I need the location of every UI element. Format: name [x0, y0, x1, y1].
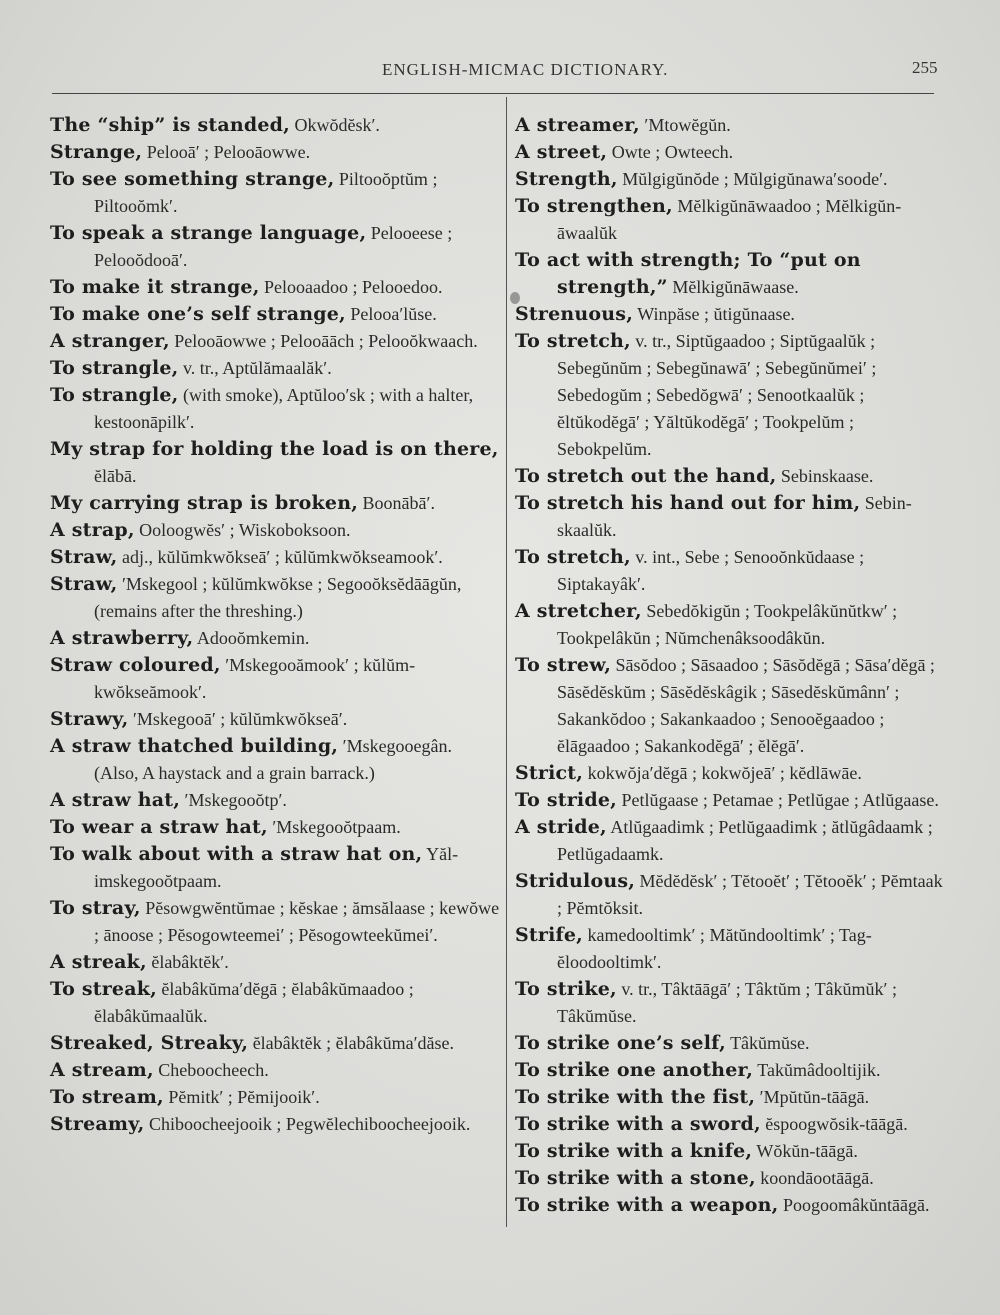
entry-definition: ′Mtowĕgŭn. — [639, 115, 731, 135]
entry-definition: Sebinskaalŭk. — [557, 493, 912, 540]
entry-definition: ′Mskegooā′ ; kŭlŭmkwŏkseā′. — [128, 709, 348, 729]
dictionary-entry — [515, 922, 945, 976]
entry-definition: ′Mskegooŏtp′. — [180, 790, 287, 810]
entry-headword: To see something strange, — [50, 168, 335, 190]
entry-headword: To wear a straw hat, — [50, 816, 268, 838]
dictionary-entry — [50, 328, 500, 355]
dictionary-entry — [50, 544, 500, 571]
entry-headword: To strike with the fist, — [515, 1086, 756, 1108]
entry-headword: A strap, — [50, 519, 135, 541]
dictionary-entry — [50, 112, 500, 139]
entry-definition: Pelooeese ; Pelooŏdooā′. — [94, 223, 453, 270]
dictionary-entry — [50, 1084, 500, 1111]
entry-definition: Piltooŏptŭm ; Piltooŏmk′. — [94, 169, 438, 216]
entry-definition: Chiboocheejooik ; Pegwĕlechiboocheejooik. — [144, 1114, 471, 1134]
entry-definition: Pelooa′lŭse. — [345, 304, 437, 324]
dictionary-entry — [50, 517, 500, 544]
entry-headword: To strike one’s self, — [515, 1032, 726, 1054]
dictionary-entry — [515, 1084, 945, 1111]
entry-headword: To strengthen, — [515, 195, 673, 217]
entry-headword: A stride, — [515, 816, 607, 838]
entry-definition: Yălimskegooŏtpaam. — [94, 844, 459, 891]
entry-headword: Straw coloured, — [50, 654, 221, 676]
entry-headword: Straw, — [50, 573, 118, 595]
entry-headword: To strike with a weapon, — [515, 1194, 779, 1216]
entry-definition: Winpăse ; ŭtigŭnaase. — [633, 304, 795, 324]
dictionary-entry — [50, 436, 500, 490]
entry-definition: v. tr., Siptŭgaadoo ; Siptŭgaalŭk ; Sebegŭnŭm ; Sebegŭnawā′ ; Sebegŭnŭmei′ ; Sebedogŭm ; Sebedŏgwā′ ; Senootkaalŭk ; ĕltŭkodĕgā′ ; Yăltŭkodĕgā′ ; Tookpelŭm ; Sebokpelŭm. — [557, 331, 877, 459]
entry-headword: Streamy, — [50, 1113, 145, 1135]
entry-definition: ĕlabâkŭma′dĕgā ; ĕlabâkŭmaadoo ; ĕlabâkŭmaalŭk. — [94, 979, 414, 1026]
entry-definition: Sebedŏkigŭn ; Tookpelâkŭnŭtkw′ ; Tookpelâkŭn ; Nŭmchenâksoodâkŭn. — [557, 601, 898, 648]
entry-headword: Strife, — [515, 924, 584, 946]
entry-definition: Mŭlgigŭnŏde ; Mŭlgigŭnawa′soode′. — [617, 169, 888, 189]
entry-headword: To strangle, — [50, 357, 179, 379]
entry-definition: Petlŭgaase ; Petamae ; Petlŭgae ; Atlŭgaase. — [616, 790, 939, 810]
left-column — [50, 112, 500, 1138]
entry-definition: Pelooā′ ; Pelooāowwe. — [142, 142, 311, 162]
entry-headword: A street, — [515, 141, 608, 163]
entry-headword: A strawberry, — [50, 627, 194, 649]
entry-headword: To stretch, — [515, 330, 631, 352]
entry-definition: v. tr., Aptŭlămaalăk′. — [178, 358, 332, 378]
dictionary-entry — [50, 490, 500, 517]
entry-headword: To stretch, — [515, 546, 631, 568]
dictionary-entry — [515, 1030, 945, 1057]
entry-definition: Okwŏdĕsk′. — [289, 115, 380, 135]
entry-definition: ĕlabâktĕk ; ĕlabâkŭma′dăse. — [248, 1033, 455, 1053]
entry-headword: A streamer, — [515, 114, 640, 136]
entry-headword: To stretch his hand out for him, — [515, 492, 861, 514]
dictionary-entry — [515, 463, 945, 490]
header-rule — [52, 93, 934, 94]
entry-definition: ′Mskegooegân. (Also, A haystack and a grain barrack.) — [94, 736, 453, 783]
entry-headword: To strike, — [515, 978, 617, 1000]
entry-headword: To stream, — [50, 1086, 164, 1108]
entry-definition: Sebinskaase. — [776, 466, 874, 486]
column-divider — [506, 97, 507, 1227]
entry-definition: Sāsŏdoo ; Sāsaadoo ; Sāsŏdĕgā ; Sāsa′dĕgā ; Sāsĕdĕskŭm ; Sāsĕdĕskâgik ; Sāsedĕskŭmânn′ ; Sakankŏdoo ; Sakankaadoo ; Senooĕgaadoo ; ĕlāgaadoo ; Sakankodĕgā′ ; ĕlĕgā′. — [557, 655, 935, 756]
entry-definition: Boonābā′. — [358, 493, 435, 513]
dictionary-entry — [515, 166, 945, 193]
entry-definition: Pelooāowwe ; Pelooāāch ; Pelooŏkwaach. — [169, 331, 478, 351]
dictionary-entry — [515, 139, 945, 166]
entry-headword: A straw hat, — [50, 789, 181, 811]
entry-definition: Cheboocheech. — [153, 1060, 269, 1080]
dictionary-entry — [515, 1057, 945, 1084]
dictionary-entry — [515, 1192, 945, 1219]
dictionary-entry — [50, 841, 500, 895]
dictionary-entry — [515, 193, 945, 247]
dictionary-entry — [515, 1165, 945, 1192]
entry-headword: To stray, — [50, 897, 141, 919]
entry-headword: To strew, — [515, 654, 612, 676]
entry-headword: To strike one another, — [515, 1059, 754, 1081]
dictionary-entry — [50, 1030, 500, 1057]
entry-definition: ĕspoogwŏsik-tāāgā. — [760, 1114, 908, 1134]
dictionary-entry — [50, 571, 500, 625]
dictionary-entry — [515, 760, 945, 787]
entry-headword: To speak a strange language, — [50, 222, 367, 244]
entry-headword: A stranger, — [50, 330, 170, 352]
entry-headword: Strenuous, — [515, 303, 634, 325]
dictionary-entry — [50, 139, 500, 166]
entry-definition: Tâkŭmŭse. — [725, 1033, 810, 1053]
dictionary-entry — [50, 1057, 500, 1084]
entry-definition: Poogoomâkŭntāāgā. — [778, 1195, 930, 1215]
dictionary-entry — [50, 733, 500, 787]
right-column — [515, 112, 945, 1219]
entry-headword: To strike with a sword, — [515, 1113, 761, 1135]
entry-definition: (with smoke), Aptŭloo′sk ; with a halter, kestoonāpilk′. — [94, 385, 474, 432]
dictionary-entry — [515, 1111, 945, 1138]
entry-definition: Owte ; Owteech. — [607, 142, 734, 162]
entry-headword: My carrying strap is broken, — [50, 492, 359, 514]
entry-headword: To strike with a stone, — [515, 1167, 756, 1189]
dictionary-entry — [50, 382, 500, 436]
dictionary-entry — [50, 301, 500, 328]
entry-definition: Pelooaadoo ; Pelooedoo. — [259, 277, 443, 297]
entry-definition: Takŭmâdooltijik. — [753, 1060, 881, 1080]
dictionary-entry — [50, 652, 500, 706]
entry-headword: To stride, — [515, 789, 617, 811]
entry-definition: Ooloogwĕs′ ; Wiskoboksoon. — [134, 520, 351, 540]
entry-definition: Adooŏmkemin. — [193, 628, 310, 648]
dictionary-entry — [50, 274, 500, 301]
entry-definition: ′Mskegooŏtpaam. — [267, 817, 401, 837]
entry-headword: A stretcher, — [515, 600, 642, 622]
dictionary-entry — [515, 868, 945, 922]
dictionary-entry — [515, 490, 945, 544]
dictionary-entry — [50, 787, 500, 814]
entry-headword: Strength, — [515, 168, 618, 190]
entry-definition: v. tr., Tâktāāgā′ ; Tâktŭm ; Tâkŭmŭk′ ; Tâkŭmŭse. — [557, 979, 897, 1026]
dictionary-entry — [515, 112, 945, 139]
dictionary-entry — [515, 544, 945, 598]
entry-definition: ′Mpŭtŭn-tāāgā. — [755, 1087, 870, 1107]
entry-headword: To make one’s self strange, — [50, 303, 346, 325]
entry-headword: A stream, — [50, 1059, 154, 1081]
dictionary-entry — [50, 706, 500, 733]
running-title: ENGLISH-MICMAC DICTIONARY. — [382, 60, 669, 79]
page-number: 255 — [912, 58, 938, 77]
entry-definition: ′Mskegool ; kŭlŭmkwŏkse ; Segooŏksĕdāāgŭn, (remains after the threshing.) — [94, 574, 462, 621]
dictionary-entry — [515, 247, 945, 301]
entry-headword: Straw, — [50, 546, 118, 568]
dictionary-entry — [50, 625, 500, 652]
dictionary-entry — [50, 895, 500, 949]
dictionary-entry — [515, 328, 945, 463]
entry-headword: To strangle, — [50, 384, 179, 406]
entry-headword: Strange, — [50, 141, 143, 163]
entry-definition: Mĕdĕdĕsk′ ; Tĕtooĕt′ ; Tĕtooĕk′ ; Pĕmtaak ; Pĕmtŏksit. — [557, 871, 943, 918]
entry-definition: Atlŭgaadimk ; Petlŭgaadimk ; ătlŭgâdaamk ; Petlŭgadaamk. — [557, 817, 933, 864]
entry-headword: Stridulous, — [515, 870, 636, 892]
dictionary-entry — [515, 1138, 945, 1165]
entry-definition: ĕlabâktĕk′. — [146, 952, 229, 972]
entry-headword: To make it strange, — [50, 276, 260, 298]
dictionary-entry — [515, 814, 945, 868]
entry-definition: ′Mskegooămook′ ; kŭlŭmkwŏkseămook′. — [94, 655, 416, 702]
entry-headword: To walk about with a straw hat on, — [50, 843, 423, 865]
entry-headword: Streaked, Streaky, — [50, 1032, 249, 1054]
dictionary-entry — [515, 652, 945, 760]
running-head — [0, 58, 1000, 88]
entry-headword: To streak, — [50, 978, 157, 1000]
entry-definition: kokwŏja′dĕgā ; kokwŏjeā′ ; kĕdlāwāe. — [583, 763, 862, 783]
dictionary-entry — [515, 787, 945, 814]
dictionary-entry — [50, 814, 500, 841]
dictionary-entry — [50, 949, 500, 976]
entry-definition: koondāootāāgā. — [755, 1168, 874, 1188]
entry-definition: Mĕlkigŭnāwaadoo ; Mĕlkigŭnāwaalŭk — [557, 196, 902, 243]
entry-headword: Strict, — [515, 762, 584, 784]
dictionary-entry — [50, 166, 500, 220]
dictionary-entry — [515, 598, 945, 652]
entry-definition: Pĕmitk′ ; Pĕmijooik′. — [163, 1087, 320, 1107]
entry-definition: Wŏkŭn-tāāgā. — [752, 1141, 858, 1161]
entry-headword: To strike with a knife, — [515, 1140, 753, 1162]
entry-definition: Mĕlkigŭnāwaase. — [667, 277, 799, 297]
entry-definition: ĕlābā. — [94, 466, 137, 486]
entry-headword: To act with strength; To “put on strength,” — [515, 249, 861, 298]
dictionary-entry — [515, 301, 945, 328]
entry-headword: Strawy, — [50, 708, 129, 730]
entry-headword: To stretch out the hand, — [515, 465, 777, 487]
dictionary-entry — [50, 220, 500, 274]
entry-definition: v. int., Sebe ; Senooŏnkŭdaase ; Siptakayâk′. — [557, 547, 865, 594]
entry-headword: The “ship” is standed, — [50, 114, 290, 136]
entry-definition: kamedooltimk′ ; Mătŭndooltimk′ ; Tagĕloodooltimk′. — [557, 925, 872, 972]
dictionary-entry — [50, 976, 500, 1030]
entry-headword: A streak, — [50, 951, 147, 973]
entry-definition: Pĕsowgwĕntŭmae ; kĕskae ; ămsălaase ; kewŏwe ; ānoose ; Pĕsogowteemei′ ; Pĕsogowteekŭmei′. — [94, 898, 500, 945]
dictionary-entry — [50, 355, 500, 382]
dictionary-entry — [515, 976, 945, 1030]
dictionary-entry — [50, 1111, 500, 1138]
entry-definition: adj., kŭlŭmkwŏkseā′ ; kŭlŭmkwŏkseamook′. — [117, 547, 443, 567]
entry-headword: My strap for holding the load is on there, — [50, 438, 499, 460]
entry-headword: A straw thatched building, — [50, 735, 339, 757]
